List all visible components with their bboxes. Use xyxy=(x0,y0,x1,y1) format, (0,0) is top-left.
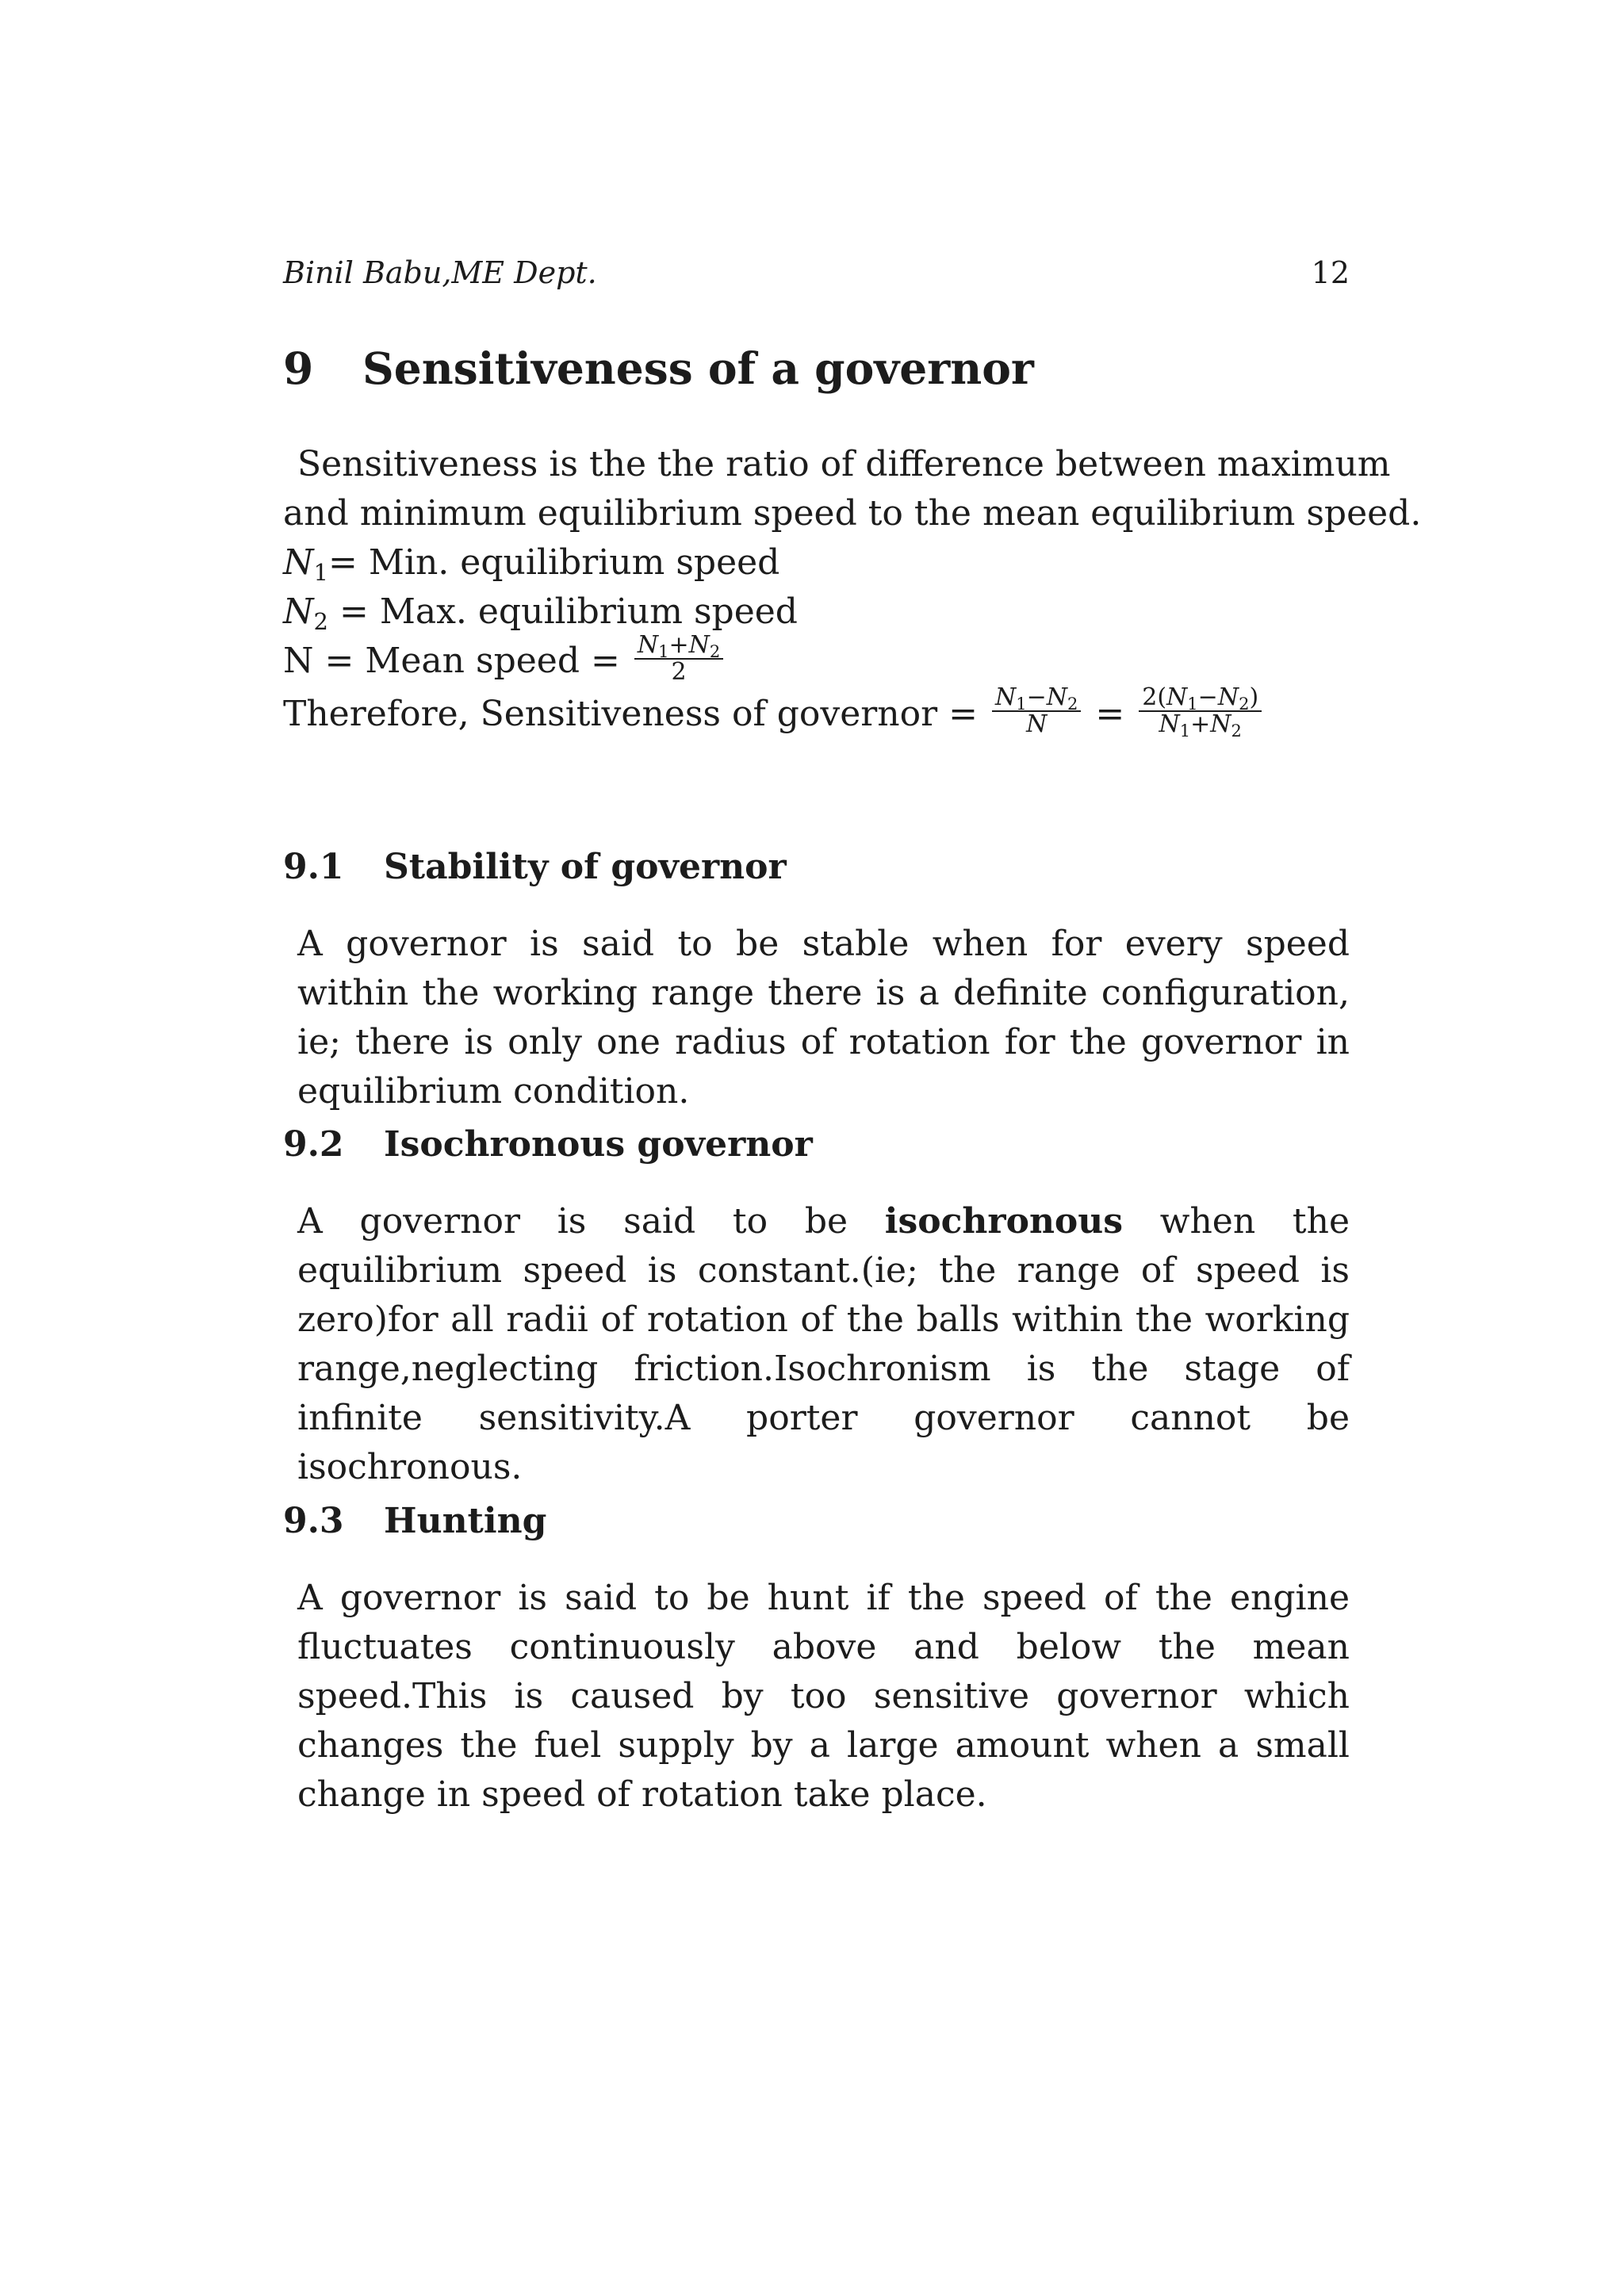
subsection-heading-9-1: 9.1 Stability of governor xyxy=(283,847,787,887)
subsection-heading-9-2: 9.2 Isochronous governor xyxy=(283,1124,813,1165)
hunting-body: A governor is said to be hunt if the speed of the engine fluctuates continuously above and below the mean speed.This is caused by too sensitive governor which changes the fuel supply by a large amount when a small change in speed of rotation take place. xyxy=(297,1578,1350,1815)
section-title: Sensitiveness of a governor xyxy=(362,342,1034,394)
running-header xyxy=(283,255,1350,290)
isochronous-term: isochronous xyxy=(884,1201,1124,1242)
formula-fraction-2: $\frac{2(N_1-N_2)}{N_1+N_2}$ xyxy=(1139,685,1262,737)
sensitiveness-formula: Therefore, Sensitiveness of governor = $\frac{N_1-N_2}{N}$ = $\frac{2(N_1-N_2)}{N_1+N_2}$ xyxy=(283,690,1350,743)
n2-definition: $N_2$ = Max. equilibrium speed xyxy=(283,591,798,636)
intro-line-1: Sensitiveness is the the ratio of difference between maximum xyxy=(297,444,1391,484)
subsection-heading-9-3: 9.3 Hunting xyxy=(283,1501,547,1541)
page-number: 12 xyxy=(1311,255,1350,290)
intro-line-2: and minimum equilibrium speed to the mean equilibrium speed. xyxy=(283,493,1422,534)
header-author: Binil Babu,ME Dept. xyxy=(283,255,597,290)
mean-speed-fraction: $\frac{N_1+N_2}{2}$ xyxy=(634,633,723,685)
n1-definition: $N_1=$ Min. equilibrium speed xyxy=(283,542,780,587)
section-number: 9 xyxy=(283,342,314,394)
isochronous-body: A governor is said to be isochronous when the equilibrium speed is constant.(ie; the range of speed is zero)for all radii of rotation of the balls within the working range,neglecting friction.Isochronism is the stage of infinite sensitivity.A porter governor cannot be isochronous. xyxy=(297,1201,1350,1487)
section-heading xyxy=(283,342,1034,394)
mean-speed-definition: N = Mean speed = $\frac{N_1+N_2}{2}$ xyxy=(283,637,1350,690)
stability-body: A governor is said to be stable when for every speed within the working range there is a definite configuration, ie; there is only one radius of rotation for the governor in equilibrium condition. xyxy=(297,924,1350,1112)
formula-fraction-1: $\frac{N_1-N_2}{N}$ xyxy=(992,685,1081,737)
sensitiveness-body xyxy=(283,440,1422,742)
